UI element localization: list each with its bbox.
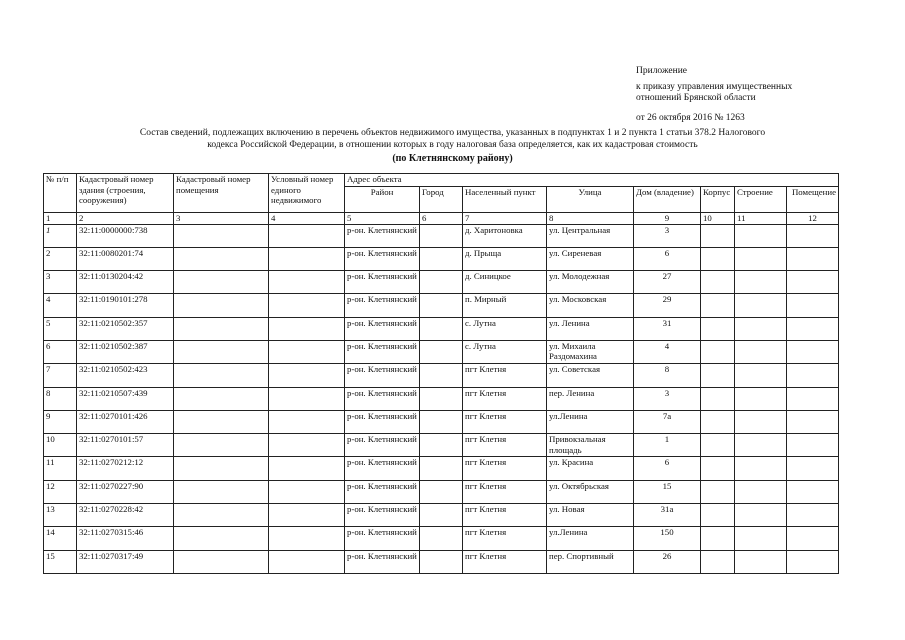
district-cell: р-он. Клетнянский [345,504,420,527]
settlement-cell: с. Лутна [463,317,547,340]
region-title: (по Клетнянскому району) [392,153,513,164]
building-cadastral-cell: 32:11:0210502:387 [77,340,174,363]
korpus-cell [701,504,735,527]
street-cell: ул. Сиреневая [547,247,634,270]
col-number: 9 [634,213,701,225]
col-number: 11 [735,213,787,225]
room-cell [787,224,839,247]
city-cell [420,317,463,340]
house-cell: 31 [634,317,701,340]
house-cell: 6 [634,247,701,270]
conditional-number-cell [269,387,345,410]
building-cell [735,480,787,503]
korpus-cell [701,271,735,294]
col-number: 6 [420,213,463,225]
house-cell: 7а [634,410,701,433]
building-cell [735,527,787,550]
col-number: 7 [463,213,547,225]
korpus-cell [701,364,735,387]
city-cell [420,224,463,247]
settlement-cell: пгт Клетня [463,364,547,387]
conditional-number-cell [269,247,345,270]
conditional-number-cell [269,457,345,480]
header-premises-cadastral: Кадастровый номер помещения [174,174,269,213]
conditional-number-cell [269,527,345,550]
district-cell: р-он. Клетнянский [345,364,420,387]
room-cell [787,550,839,573]
premises-cadastral-cell [174,340,269,363]
korpus-cell [701,224,735,247]
column-number-row [44,213,839,225]
settlement-cell: пгт Клетня [463,434,547,457]
premises-cadastral-cell [174,434,269,457]
korpus-cell [701,457,735,480]
street-cell: ул. Ленина [547,317,634,340]
building-cell [735,550,787,573]
street-cell: ул. Красина [547,457,634,480]
header-building: Строение [735,187,787,213]
room-cell [787,340,839,363]
room-cell [787,457,839,480]
row-number: 6 [44,340,77,363]
korpus-cell [701,480,735,503]
district-cell: р-он. Клетнянский [345,410,420,433]
room-cell [787,480,839,503]
conditional-number-cell [269,480,345,503]
room-cell [787,434,839,457]
conditional-number-cell [269,504,345,527]
room-cell [787,271,839,294]
premises-cadastral-cell [174,480,269,503]
house-cell: 15 [634,480,701,503]
premises-cadastral-cell [174,294,269,317]
premises-cadastral-cell [174,550,269,573]
conditional-number-cell [269,317,345,340]
table-row [44,527,839,550]
house-cell: 3 [634,224,701,247]
building-cadastral-cell: 32:11:0270101:426 [77,410,174,433]
premises-cadastral-cell [174,527,269,550]
conditional-number-cell [269,410,345,433]
premises-cadastral-cell [174,247,269,270]
order-date: от 26 октября 2016 № 1263 [636,113,745,123]
row-number: 2 [44,247,77,270]
city-cell [420,387,463,410]
district-cell: р-он. Клетнянский [345,247,420,270]
city-cell [420,480,463,503]
row-number: 8 [44,387,77,410]
building-cell [735,504,787,527]
table-row [44,224,839,247]
conditional-number-cell [269,294,345,317]
conditional-number-cell [269,271,345,294]
row-number: 11 [44,457,77,480]
house-cell: 26 [634,550,701,573]
premises-cadastral-cell [174,387,269,410]
street-cell: пер. Спортивный [547,550,634,573]
building-cadastral-cell: 32:11:0210502:357 [77,317,174,340]
building-cadastral-cell: 32:11:0270101:57 [77,434,174,457]
settlement-cell: пгт Клетня [463,387,547,410]
building-cadastral-cell: 32:11:0000000:738 [77,224,174,247]
korpus-cell [701,340,735,363]
street-cell: ул.Ленина [547,527,634,550]
district-cell: р-он. Клетнянский [345,457,420,480]
row-number: 15 [44,550,77,573]
settlement-cell: пгт Клетня [463,504,547,527]
building-cadastral-cell: 32:11:0210502:423 [77,364,174,387]
row-number: 13 [44,504,77,527]
building-cadastral-cell: 32:11:0210507:439 [77,387,174,410]
street-cell: ул. Советская [547,364,634,387]
city-cell [420,410,463,433]
city-cell [420,527,463,550]
district-cell: р-он. Клетнянский [345,434,420,457]
district-cell: р-он. Клетнянский [345,294,420,317]
settlement-cell: д. Прыща [463,247,547,270]
settlement-cell: пгт Клетня [463,550,547,573]
building-cell [735,457,787,480]
street-cell: пер. Ленина [547,387,634,410]
korpus-cell [701,387,735,410]
street-cell: ул. Молодежная [547,271,634,294]
settlement-cell: пгт Клетня [463,410,547,433]
building-cell [735,224,787,247]
appendix-title: Приложение [636,66,687,76]
city-cell [420,457,463,480]
col-number: 10 [701,213,735,225]
col-number: 5 [345,213,420,225]
intro-line2: кодекса Российской Федерации, в отношении которых в году налоговая база определяется, как их кадастровая стоимость [207,140,698,150]
building-cell [735,317,787,340]
building-cadastral-cell: 32:11:0270212:12 [77,457,174,480]
order-reference-line2: отношений Брянской области [636,93,756,103]
district-cell: р-он. Клетнянский [345,387,420,410]
district-cell: р-он. Клетнянский [345,224,420,247]
building-cadastral-cell: 32:11:0270315:46 [77,527,174,550]
conditional-number-cell [269,224,345,247]
order-reference-line1: к приказу управления имущественных [636,82,793,92]
row-number: 14 [44,527,77,550]
col-number: 1 [44,213,77,225]
header-house: Дом (владение) [634,187,701,213]
district-cell: р-он. Клетнянский [345,271,420,294]
header-row-1 [44,174,839,187]
premises-cadastral-cell [174,364,269,387]
room-cell [787,364,839,387]
building-cell [735,364,787,387]
premises-cadastral-cell [174,457,269,480]
premises-cadastral-cell [174,317,269,340]
house-cell: 3 [634,387,701,410]
city-cell [420,364,463,387]
table-row [44,271,839,294]
settlement-cell: с. Лутна [463,340,547,363]
table-row [44,247,839,270]
room-cell [787,410,839,433]
street-cell: ул. Новая [547,504,634,527]
korpus-cell [701,317,735,340]
korpus-cell [701,294,735,317]
building-cadastral-cell: 32:11:0270227:90 [77,480,174,503]
premises-cadastral-cell [174,504,269,527]
building-cell [735,387,787,410]
row-number: 5 [44,317,77,340]
korpus-cell [701,527,735,550]
col-number: 12 [787,213,839,225]
property-table [43,173,839,574]
street-cell: ул. Михаила Раздомахина [547,340,634,363]
row-number: 12 [44,480,77,503]
house-cell: 1 [634,434,701,457]
korpus-cell [701,550,735,573]
district-cell: р-он. Клетнянский [345,317,420,340]
district-cell: р-он. Клетнянский [345,480,420,503]
korpus-cell [701,410,735,433]
table-row [44,480,839,503]
district-cell: р-он. Клетнянский [345,527,420,550]
city-cell [420,247,463,270]
building-cadastral-cell: 32:11:0190101:278 [77,294,174,317]
building-cadastral-cell: 32:11:0080201:74 [77,247,174,270]
row-number: 9 [44,410,77,433]
building-cell [735,271,787,294]
premises-cadastral-cell [174,271,269,294]
table-row [44,364,839,387]
room-cell [787,527,839,550]
table-row [44,410,839,433]
city-cell [420,434,463,457]
settlement-cell: пгт Клетня [463,457,547,480]
row-number: 1 [44,224,77,247]
header-district: Район [345,187,420,213]
row-number: 7 [44,364,77,387]
house-cell: 27 [634,271,701,294]
table-row [44,317,839,340]
room-cell [787,504,839,527]
district-cell: р-он. Клетнянский [345,550,420,573]
street-cell: ул. Октябрьская [547,480,634,503]
building-cadastral-cell: 32:11:0130204:42 [77,271,174,294]
table-row [44,294,839,317]
premises-cadastral-cell [174,410,269,433]
conditional-number-cell [269,340,345,363]
building-cell [735,410,787,433]
street-cell: Привокзальная площадь [547,434,634,457]
intro-line1: Состав сведений, подлежащих включению в перечень объектов недвижимого имущества, указанных в подпунктах 1 и 2 пункта 1 статьи 378.2 Налогового [139,128,766,138]
settlement-cell: пгт Клетня [463,527,547,550]
table-row [44,457,839,480]
city-cell [420,504,463,527]
header-settlement: Населенный пункт [463,187,547,213]
room-cell [787,387,839,410]
premises-cadastral-cell [174,224,269,247]
header-building-cadastral: Кадастровый номер здания (строения, сооружения) [77,174,174,213]
header-num: № п/п [44,174,77,213]
building-cadastral-cell: 32:11:0270317:49 [77,550,174,573]
room-cell [787,247,839,270]
settlement-cell: д. Синицкое [463,271,547,294]
korpus-cell [701,247,735,270]
house-cell: 6 [634,457,701,480]
col-number: 2 [77,213,174,225]
room-cell [787,317,839,340]
col-number: 8 [547,213,634,225]
header-korpus: Корпус [701,187,735,213]
city-cell [420,550,463,573]
building-cadastral-cell: 32:11:0270228:42 [77,504,174,527]
settlement-cell: д. Харитоновка [463,224,547,247]
korpus-cell [701,434,735,457]
house-cell: 8 [634,364,701,387]
table-row [44,504,839,527]
street-cell: ул. Московская [547,294,634,317]
header-street: Улица [547,187,634,213]
settlement-cell: п. Мирный [463,294,547,317]
settlement-cell: пгт Клетня [463,480,547,503]
row-number: 3 [44,271,77,294]
building-cell [735,247,787,270]
row-number: 10 [44,434,77,457]
conditional-number-cell [269,550,345,573]
house-cell: 31а [634,504,701,527]
city-cell [420,294,463,317]
row-number: 4 [44,294,77,317]
table-row [44,387,839,410]
conditional-number-cell [269,364,345,387]
street-cell: ул.Ленина [547,410,634,433]
district-cell: р-он. Клетнянский [345,340,420,363]
header-conditional-number: Условный номер единого недвижимого [269,174,345,213]
building-cell [735,294,787,317]
house-cell: 29 [634,294,701,317]
table-row [44,434,839,457]
city-cell [420,271,463,294]
table-row [44,550,839,573]
city-cell [420,340,463,363]
col-number: 3 [174,213,269,225]
street-cell: ул. Центральная [547,224,634,247]
house-cell: 150 [634,527,701,550]
house-cell: 4 [634,340,701,363]
conditional-number-cell [269,434,345,457]
col-number: 4 [269,213,345,225]
table-row [44,340,839,363]
header-city: Город [420,187,463,213]
building-cell [735,340,787,363]
header-room: Помещение [787,187,839,213]
header-address: Адрес объекта [345,174,839,187]
room-cell [787,294,839,317]
building-cell [735,434,787,457]
